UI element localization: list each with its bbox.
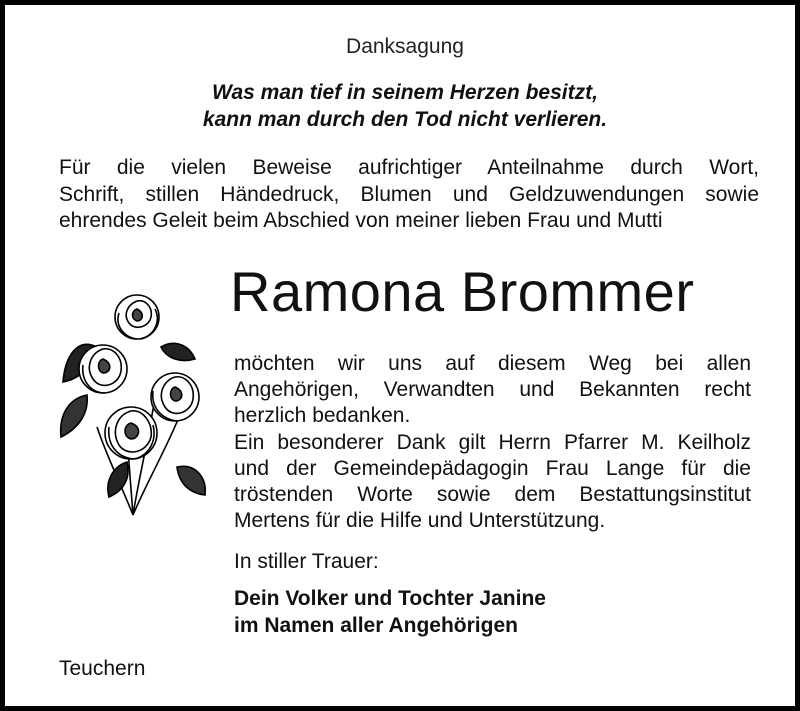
place-name: Teuchern xyxy=(59,657,146,680)
intro-line: Schrift, stillen Händedruck, Blumen und Geldzuwendungen sowie xyxy=(59,182,759,206)
body-line: herzlich bedanken. xyxy=(234,404,411,428)
motto-line: Was man tief in seinem Herzen besitzt, xyxy=(212,81,598,104)
body-line: und der Gemeindepädagogin Frau Lange für die xyxy=(234,456,751,480)
motto-quote xyxy=(5,79,800,133)
body-line: möchten wir uns auf diesem Weg bei allen xyxy=(234,352,751,375)
body-line: tröstenden Worte sowie dem Bestattungsinstitut xyxy=(234,483,751,507)
body-line: Ein besonderer Dank gilt Herrn Pfarrer M. Keilholz xyxy=(234,430,751,454)
notice-heading: Danksagung xyxy=(346,35,464,58)
mourning-label: In stiller Trauer: xyxy=(234,550,379,573)
deceased-name: Ramona Brommer xyxy=(230,260,695,323)
intro-line: Für die vielen Beweise aufrichtiger Anteilnahme durch Wort, xyxy=(59,156,759,179)
intro-paragraph xyxy=(59,155,759,235)
roses-icon xyxy=(57,287,209,519)
thanks-paragraph xyxy=(234,351,751,534)
body-line: Mertens für die Hilfe und Unterstützung. xyxy=(234,509,606,533)
intro-line: ehrendes Geleit beim Abschied von meiner lieben Frau und Mutti xyxy=(59,209,663,232)
body-line: Angehörigen, Verwandten und Bekannten recht xyxy=(234,378,751,402)
signer-line: im Namen aller Angehörigen xyxy=(234,614,518,637)
signers xyxy=(234,585,546,639)
motto-line: kann man durch den Tod nicht verlieren. xyxy=(202,108,608,131)
signer-line: Dein Volker und Tochter Janine xyxy=(234,587,546,610)
